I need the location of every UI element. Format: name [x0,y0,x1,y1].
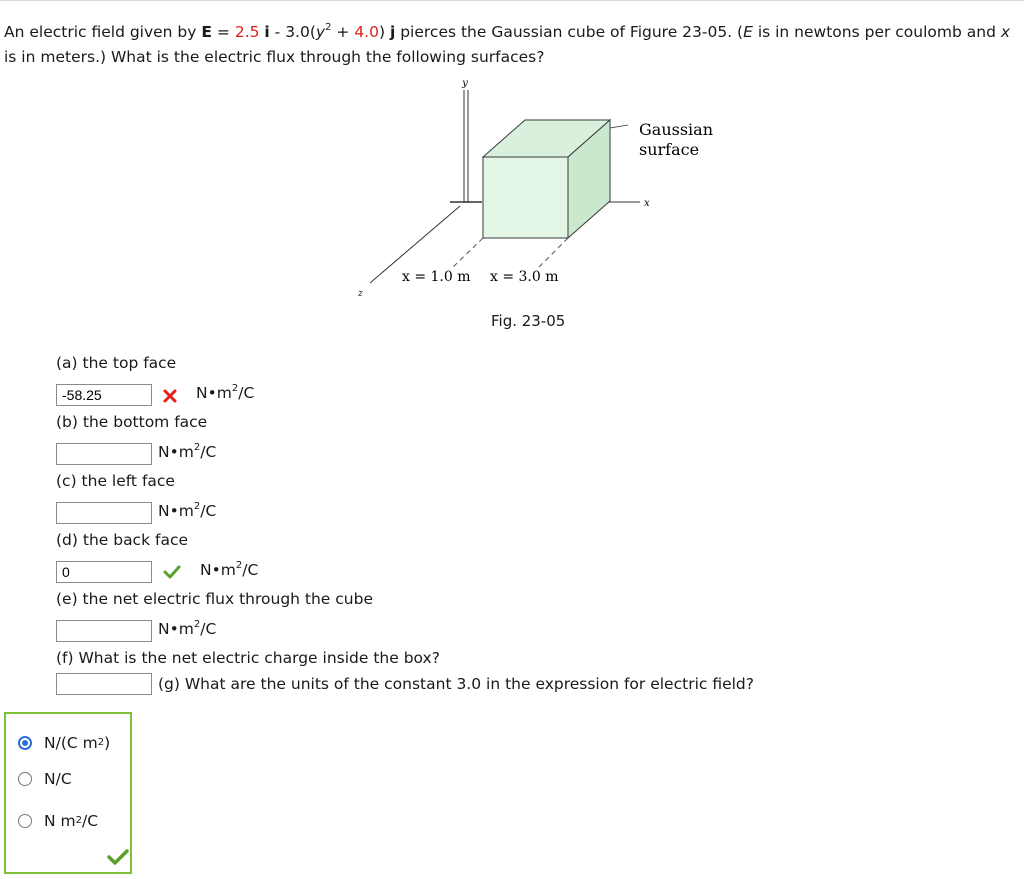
part-c-input[interactable] [56,502,152,524]
x2-guide [538,238,568,268]
question-text: An electric field given by E = 2.5 $i - 3.0(y^2 + 4.0)$ j pierces the Gaussian cube of Figure 23-05. (E is in newtons per coulomb and x is in meters.) What is the electric flux through the following surfaces? [4,22,1011,66]
incorrect-x-icon [163,389,177,403]
z-axis-label: z [358,289,363,299]
gaussian-label-line2: surface [639,140,700,159]
x1-label: x = 1.0 m [402,269,471,285]
part-b-unit: $N•m^2/C$ [158,442,217,461]
radio-selected-icon[interactable] [18,736,32,750]
part-c-unit: $N•m^2/C$ [158,501,217,520]
gaussian-cube-figure [340,78,740,318]
figure-caption: Fig. 23-05 [491,312,566,330]
correct-check-icon [163,565,181,579]
gaussian-label-line1: Gaussian [639,120,714,139]
part-a-input[interactable] [56,384,152,406]
part-c-label: (c) the left face [56,472,175,490]
x1-guide [452,238,483,268]
part-d-unit: $N•m^2/C$ [200,560,259,579]
part-f-label: (f) What is the net electric charge inside the box? [56,649,440,667]
part-a-label: (a) the top face [56,354,177,372]
part-e-label: (e) the net electric flux through the cube [56,590,373,608]
x2-label: x = 3.0 m [490,269,559,285]
part-d-input[interactable] [56,561,152,583]
gaussian-label-leader [610,125,628,128]
part-g-label: (g) What are the units of the constant 3.0 in the expression for electric field? [158,675,754,693]
correct-check-icon [106,848,130,866]
radio-icon[interactable] [18,814,32,828]
part-d-label: (d) the back face [56,531,188,549]
radio-icon[interactable] [18,772,32,786]
choice-n-per-c[interactable]: N/C [18,770,72,788]
constant-term: 4.0 [354,23,379,41]
part-e-unit: $N•m^2/C$ [158,619,217,638]
cube-front-face [483,157,568,238]
x-axis-label: x [644,198,650,209]
choice-n-per-c-m2[interactable]: N/(C m 2 ) [18,734,110,752]
part-b-input[interactable] [56,443,152,465]
y-axis-label: y [462,78,468,89]
choice-n-m2-per-c[interactable]: N m 2 /C [18,812,98,830]
coefficient-i: 2.5 [234,23,260,41]
part-g-choices [4,712,132,874]
part-b-label: (b) the bottom face [56,413,208,431]
top-divider [0,0,1024,1]
part-a-unit: $N•m^2/C$ [196,383,255,402]
part-e-input[interactable] [56,620,152,642]
part-f-input[interactable] [56,673,152,695]
